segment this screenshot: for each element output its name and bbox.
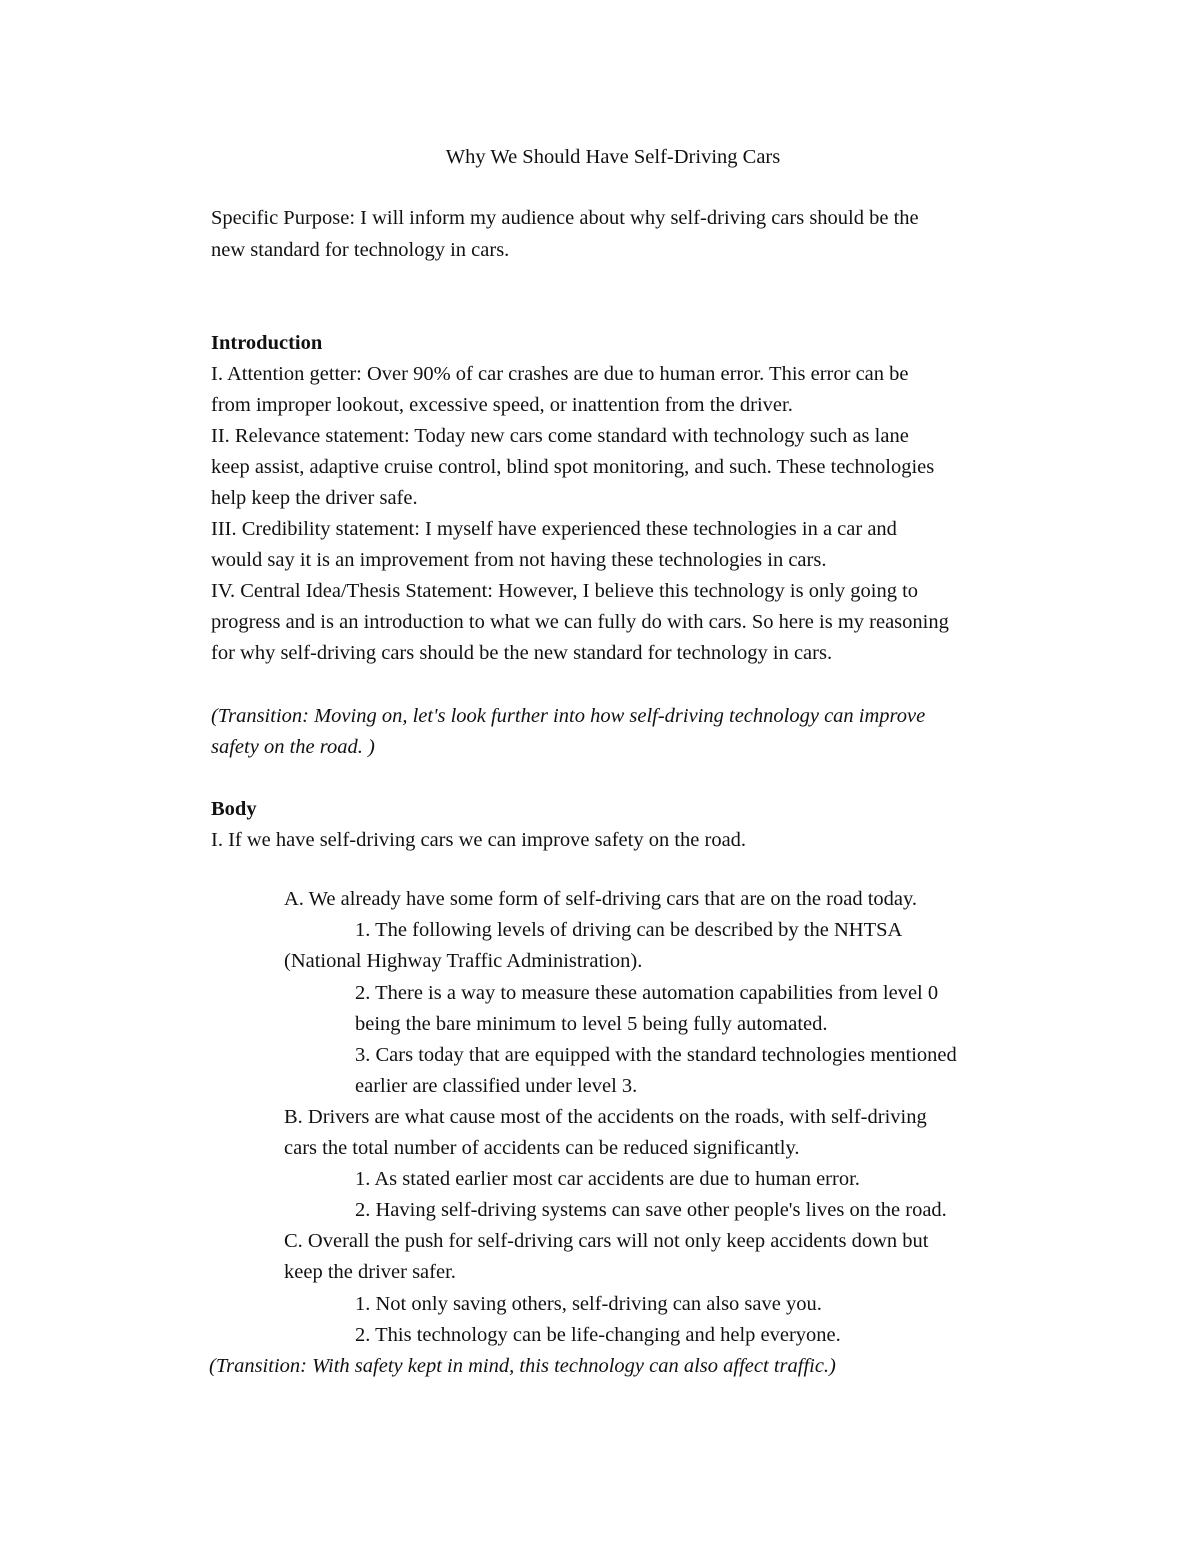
subpoint-line: 3. Cars today that are equipped with the standard technologies mentioned	[355, 1044, 957, 1066]
subpoint-line: keep the driver safer.	[284, 1261, 456, 1283]
specific-purpose-line: Specific Purpose: I will inform my audience about why self-driving cars should be the	[211, 207, 919, 229]
specific-purpose-line: new standard for technology in cars.	[211, 239, 510, 261]
subpoint-line: A. We already have some form of self-driving cars that are on the road today.	[284, 888, 918, 910]
introduction-line: would say it is an improvement from not having these technologies in cars.	[211, 549, 827, 571]
body-heading: Body	[211, 798, 257, 820]
subpoint-line: earlier are classified under level 3.	[355, 1075, 638, 1097]
subpoint-line: 1. Not only saving others, self-driving can also save you.	[355, 1293, 822, 1315]
subpoint-line: 2. There is a way to measure these automation capabilities from level 0	[355, 982, 939, 1004]
introduction-line: II. Relevance statement: Today new cars come standard with technology such as lane	[211, 425, 909, 447]
introduction-line: IV. Central Idea/Thesis Statement: However, I believe this technology is only going to	[211, 580, 919, 602]
transition-line: (Transition: Moving on, let's look further into how self-driving technology can improve	[211, 705, 926, 727]
subpoint-line: (National Highway Traffic Administration).	[284, 950, 643, 972]
subpoint-line: B. Drivers are what cause most of the accidents on the roads, with self-driving	[284, 1106, 927, 1128]
transition-line: safety on the road. )	[211, 736, 375, 758]
subpoint-line: 1. As stated earlier most car accidents are due to human error.	[355, 1168, 860, 1190]
body-main-point: I. If we have self-driving cars we can improve safety on the road.	[211, 829, 747, 851]
introduction-line: for why self-driving cars should be the new standard for technology in cars.	[211, 642, 833, 664]
transition-line: (Transition: With safety kept in mind, this technology can also affect traffic.)	[209, 1355, 836, 1377]
introduction-line: keep assist, adaptive cruise control, blind spot monitoring, and such. These technologies	[211, 456, 935, 478]
subpoint-line: 1. The following levels of driving can be described by the NHTSA	[355, 919, 903, 941]
introduction-line: help keep the driver safe.	[211, 487, 418, 509]
subpoint-line: C. Overall the push for self-driving cars will not only keep accidents down but	[284, 1230, 929, 1252]
introduction-line: progress and is an introduction to what we can fully do with cars. So here is my reasoning	[211, 611, 949, 633]
document-title: Why We Should Have Self-Driving Cars	[445, 146, 781, 168]
introduction-heading: Introduction	[211, 332, 323, 354]
subpoint-line: cars the total number of accidents can be reduced significantly.	[284, 1137, 800, 1159]
subpoint-line: being the bare minimum to level 5 being fully automated.	[355, 1013, 828, 1035]
introduction-line: I. Attention getter: Over 90% of car crashes are due to human error. This error can be	[211, 363, 909, 385]
introduction-line: from improper lookout, excessive speed, or inattention from the driver.	[211, 394, 793, 416]
introduction-line: III. Credibility statement: I myself have experienced these technologies in a car and	[211, 518, 897, 540]
subpoint-line: 2. This technology can be life-changing and help everyone.	[355, 1324, 841, 1346]
subpoint-line: 2. Having self-driving systems can save other people's lives on the road.	[355, 1199, 947, 1221]
